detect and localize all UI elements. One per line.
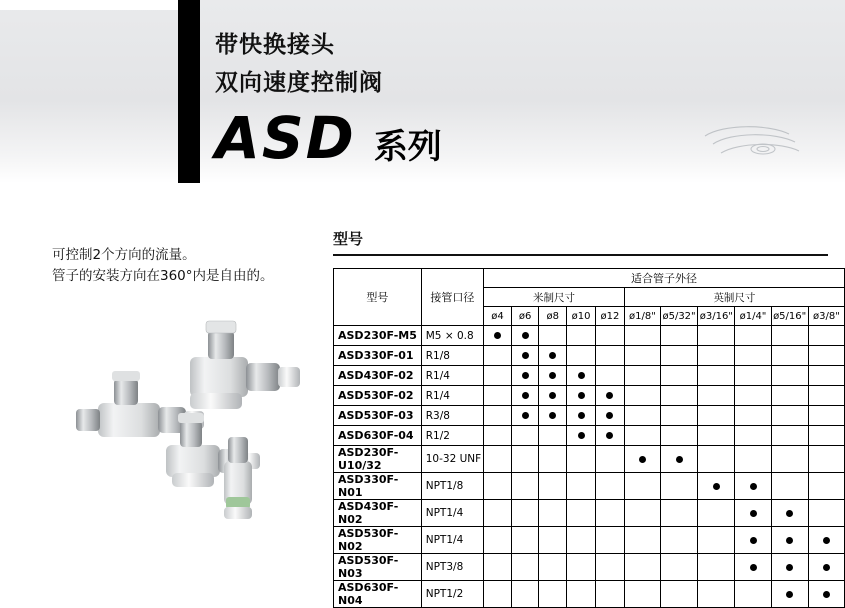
cell-metric-marked bbox=[484, 326, 512, 346]
cell-metric-empty bbox=[511, 446, 539, 473]
table-body bbox=[334, 326, 845, 608]
cell-inch-empty bbox=[735, 386, 771, 406]
cell-metric-marked bbox=[511, 406, 539, 426]
table-row bbox=[334, 346, 845, 366]
page-header bbox=[0, 0, 845, 183]
cell-port-size: R1/2 bbox=[421, 426, 483, 446]
cell-metric-marked bbox=[511, 366, 539, 386]
cell-inch-empty bbox=[660, 326, 697, 346]
cell-inch-empty bbox=[735, 446, 771, 473]
cell-model: ASD230F-U10/32 bbox=[334, 446, 422, 473]
availability-dot bbox=[750, 564, 757, 571]
cell-inch-empty bbox=[808, 346, 844, 366]
cell-metric-empty bbox=[484, 581, 512, 608]
valve-unit-1 bbox=[190, 321, 300, 409]
cell-metric-empty bbox=[484, 473, 512, 500]
left-note bbox=[52, 245, 322, 287]
cell-inch-marked bbox=[698, 473, 735, 500]
cell-inch-empty bbox=[735, 346, 771, 366]
cell-inch-empty bbox=[698, 500, 735, 527]
cell-metric-empty bbox=[596, 500, 625, 527]
cell-inch-marked bbox=[808, 554, 844, 581]
cell-model: ASD530F-02 bbox=[334, 386, 422, 406]
table-row bbox=[334, 386, 845, 406]
cell-metric-empty bbox=[484, 386, 512, 406]
cell-metric-empty bbox=[596, 527, 625, 554]
cell-inch-empty bbox=[735, 581, 771, 608]
cell-metric-empty bbox=[567, 581, 596, 608]
availability-dot bbox=[786, 510, 793, 517]
cell-inch-empty bbox=[771, 473, 808, 500]
header-black-bar bbox=[178, 0, 200, 183]
cell-metric-empty bbox=[596, 326, 625, 346]
availability-dot bbox=[823, 537, 830, 544]
availability-dot bbox=[713, 483, 720, 490]
table-head bbox=[334, 269, 845, 326]
cell-port-size: 10-32 UNF bbox=[421, 446, 483, 473]
section-rule bbox=[333, 254, 828, 256]
cell-model: ASD430F-N02 bbox=[334, 500, 422, 527]
cell-inch-marked bbox=[771, 554, 808, 581]
cell-inch-empty bbox=[660, 554, 697, 581]
cell-metric-marked bbox=[539, 366, 567, 386]
cell-port-size: M5 × 0.8 bbox=[421, 326, 483, 346]
cell-inch-empty bbox=[735, 426, 771, 446]
cell-inch-empty bbox=[808, 326, 844, 346]
cell-inch-empty bbox=[660, 527, 697, 554]
availability-dot bbox=[786, 564, 793, 571]
availability-dot bbox=[522, 392, 529, 399]
header-size-m2: ø8 bbox=[539, 307, 567, 326]
cell-port-size: R1/4 bbox=[421, 366, 483, 386]
cell-inch-empty bbox=[808, 473, 844, 500]
cell-inch-empty bbox=[808, 406, 844, 426]
cell-metric-empty bbox=[484, 426, 512, 446]
cell-inch-marked bbox=[808, 527, 844, 554]
cell-inch-marked bbox=[808, 581, 844, 608]
cell-inch-empty bbox=[624, 346, 660, 366]
cell-inch-empty bbox=[660, 366, 697, 386]
cell-inch-empty bbox=[771, 406, 808, 426]
cell-metric-empty bbox=[484, 406, 512, 426]
table-row bbox=[334, 581, 845, 608]
cell-inch-empty bbox=[660, 406, 697, 426]
cell-inch-empty bbox=[624, 500, 660, 527]
cell-inch-empty bbox=[771, 346, 808, 366]
cell-metric-empty bbox=[567, 554, 596, 581]
cell-port-size: NPT1/4 bbox=[421, 527, 483, 554]
left-note-line-1: 可控制2个方向的流量。 bbox=[52, 247, 196, 263]
availability-dot bbox=[578, 432, 585, 439]
header-port: 接管口径 bbox=[421, 269, 483, 326]
availability-dot bbox=[522, 332, 529, 339]
cell-metric-marked bbox=[567, 406, 596, 426]
cell-inch-marked bbox=[735, 554, 771, 581]
header-size-i3: ø1/4" bbox=[735, 307, 771, 326]
availability-dot bbox=[823, 564, 830, 571]
cell-model: ASD630F-04 bbox=[334, 426, 422, 446]
cell-model: ASD530F-N02 bbox=[334, 527, 422, 554]
cell-metric-marked bbox=[539, 406, 567, 426]
cell-inch-empty bbox=[808, 366, 844, 386]
cell-inch-empty bbox=[660, 581, 697, 608]
cell-metric-marked bbox=[511, 346, 539, 366]
availability-dot bbox=[823, 591, 830, 598]
cell-inch-marked bbox=[771, 581, 808, 608]
cell-metric-empty bbox=[567, 346, 596, 366]
cell-metric-empty bbox=[567, 326, 596, 346]
cell-model: ASD230F-M5 bbox=[334, 326, 422, 346]
cell-metric-empty bbox=[484, 500, 512, 527]
header-size-i2: ø3/16" bbox=[698, 307, 735, 326]
cell-inch-empty bbox=[735, 406, 771, 426]
cell-port-size: R1/4 bbox=[421, 386, 483, 406]
cell-inch-empty bbox=[735, 326, 771, 346]
cell-inch-empty bbox=[698, 426, 735, 446]
series-label: 系列 bbox=[373, 127, 442, 167]
cell-metric-empty bbox=[596, 581, 625, 608]
header-size-m3: ø10 bbox=[567, 307, 596, 326]
cell-inch-empty bbox=[698, 527, 735, 554]
table-row bbox=[334, 527, 845, 554]
cell-inch-empty bbox=[698, 446, 735, 473]
availability-dot bbox=[578, 372, 585, 379]
cell-inch-empty bbox=[624, 386, 660, 406]
table-row bbox=[334, 326, 845, 346]
cell-metric-empty bbox=[539, 446, 567, 473]
header-metric: 米制尺寸 bbox=[484, 288, 625, 307]
cell-metric-empty bbox=[539, 554, 567, 581]
cell-inch-empty bbox=[624, 366, 660, 386]
cell-metric-empty bbox=[484, 527, 512, 554]
table-row bbox=[334, 406, 845, 426]
table-header-row-1 bbox=[334, 269, 845, 288]
cell-inch-empty bbox=[698, 386, 735, 406]
cell-metric-empty bbox=[539, 581, 567, 608]
valve-unit-4 bbox=[224, 437, 252, 519]
section-header bbox=[333, 228, 828, 256]
availability-dot bbox=[606, 432, 613, 439]
cell-model: ASD530F-03 bbox=[334, 406, 422, 426]
cell-metric-empty bbox=[596, 554, 625, 581]
cell-inch-empty bbox=[808, 446, 844, 473]
cell-metric-empty bbox=[596, 346, 625, 366]
cell-metric-marked bbox=[567, 386, 596, 406]
section-title: 型号 bbox=[333, 230, 364, 248]
cell-metric-empty bbox=[484, 366, 512, 386]
cell-inch-empty bbox=[698, 346, 735, 366]
cell-inch-empty bbox=[808, 500, 844, 527]
cell-model: ASD430F-02 bbox=[334, 366, 422, 386]
availability-dot bbox=[549, 392, 556, 399]
cell-inch-empty bbox=[624, 473, 660, 500]
header-size-i4: ø5/16" bbox=[771, 307, 808, 326]
availability-dot bbox=[522, 372, 529, 379]
availability-dot bbox=[676, 456, 683, 463]
header-size-i0: ø1/8" bbox=[624, 307, 660, 326]
cell-port-size: NPT1/8 bbox=[421, 473, 483, 500]
cell-metric-marked bbox=[596, 426, 625, 446]
header-size-m0: ø4 bbox=[484, 307, 512, 326]
cell-inch-empty bbox=[698, 366, 735, 386]
header-model: 型号 bbox=[334, 269, 422, 326]
cell-metric-empty bbox=[484, 346, 512, 366]
table-row bbox=[334, 554, 845, 581]
cell-inch-marked bbox=[771, 500, 808, 527]
cell-metric-empty bbox=[484, 554, 512, 581]
product-code: ASD bbox=[215, 104, 356, 172]
cell-inch-marked bbox=[735, 527, 771, 554]
availability-dot bbox=[522, 352, 529, 359]
header-size-i5: ø3/8" bbox=[808, 307, 844, 326]
cell-inch-empty bbox=[660, 473, 697, 500]
cell-port-size: NPT1/2 bbox=[421, 581, 483, 608]
availability-dot bbox=[549, 412, 556, 419]
cell-metric-empty bbox=[484, 446, 512, 473]
cell-port-size: NPT3/8 bbox=[421, 554, 483, 581]
cell-inch-empty bbox=[660, 386, 697, 406]
table-row bbox=[334, 426, 845, 446]
cell-model: ASD530F-N03 bbox=[334, 554, 422, 581]
cell-inch-empty bbox=[771, 386, 808, 406]
cell-inch-empty bbox=[771, 426, 808, 446]
cell-metric-empty bbox=[567, 473, 596, 500]
availability-dot bbox=[494, 332, 501, 339]
cell-metric-marked bbox=[511, 386, 539, 406]
availability-dot bbox=[549, 352, 556, 359]
cell-metric-marked bbox=[596, 386, 625, 406]
cell-inch-empty bbox=[624, 426, 660, 446]
availability-dot bbox=[750, 510, 757, 517]
availability-dot bbox=[750, 537, 757, 544]
cell-inch-empty bbox=[624, 554, 660, 581]
cell-metric-empty bbox=[596, 473, 625, 500]
cell-metric-empty bbox=[567, 500, 596, 527]
availability-dot bbox=[639, 456, 646, 463]
product-photo bbox=[40, 295, 330, 535]
availability-dot bbox=[786, 537, 793, 544]
cell-inch-empty bbox=[660, 500, 697, 527]
cell-inch-empty bbox=[808, 426, 844, 446]
cell-metric-empty bbox=[596, 366, 625, 386]
cell-model: ASD630F-N04 bbox=[334, 581, 422, 608]
cell-metric-empty bbox=[567, 446, 596, 473]
header-size-m1: ø6 bbox=[511, 307, 539, 326]
cell-inch-empty bbox=[698, 554, 735, 581]
availability-dot bbox=[786, 591, 793, 598]
cell-inch-empty bbox=[660, 346, 697, 366]
header-size-i1: ø5/32" bbox=[660, 307, 697, 326]
cell-metric-empty bbox=[539, 326, 567, 346]
header-white-strip bbox=[0, 0, 178, 10]
availability-dot bbox=[606, 392, 613, 399]
swoosh-icon bbox=[697, 122, 807, 172]
cell-model: ASD330F-01 bbox=[334, 346, 422, 366]
cell-inch-empty bbox=[771, 366, 808, 386]
cell-metric-empty bbox=[596, 446, 625, 473]
table-row bbox=[334, 446, 845, 473]
cell-metric-marked bbox=[567, 426, 596, 446]
table-row bbox=[334, 366, 845, 386]
cell-inch-empty bbox=[698, 326, 735, 346]
cell-inch-marked bbox=[735, 473, 771, 500]
left-note-line-2: 管子的安装方向在360°内是自由的。 bbox=[52, 268, 274, 284]
availability-dot bbox=[606, 412, 613, 419]
cell-inch-empty bbox=[698, 406, 735, 426]
cell-metric-empty bbox=[539, 426, 567, 446]
cell-metric-marked bbox=[596, 406, 625, 426]
cell-inch-empty bbox=[771, 326, 808, 346]
cell-model: ASD330F-N01 bbox=[334, 473, 422, 500]
cell-port-size: NPT1/4 bbox=[421, 500, 483, 527]
cell-metric-marked bbox=[539, 386, 567, 406]
cell-inch-empty bbox=[624, 406, 660, 426]
cell-metric-empty bbox=[511, 581, 539, 608]
cell-metric-empty bbox=[511, 473, 539, 500]
cell-metric-empty bbox=[511, 426, 539, 446]
cell-inch-marked bbox=[660, 446, 697, 473]
cell-inch-empty bbox=[624, 326, 660, 346]
cell-inch-empty bbox=[735, 366, 771, 386]
table-row bbox=[334, 473, 845, 500]
cell-inch-marked bbox=[771, 527, 808, 554]
cell-metric-empty bbox=[511, 500, 539, 527]
cell-port-size: R1/8 bbox=[421, 346, 483, 366]
availability-dot bbox=[522, 412, 529, 419]
header-tube-od: 适合管子外径 bbox=[484, 269, 845, 288]
cell-metric-empty bbox=[567, 527, 596, 554]
availability-dot bbox=[578, 392, 585, 399]
cell-metric-empty bbox=[539, 527, 567, 554]
header-subtitle-2: 双向速度控制阀 bbox=[215, 70, 383, 96]
cell-inch-empty bbox=[624, 581, 660, 608]
cell-inch-marked bbox=[624, 446, 660, 473]
cell-inch-empty bbox=[660, 426, 697, 446]
cell-metric-empty bbox=[539, 473, 567, 500]
cell-inch-marked bbox=[735, 500, 771, 527]
availability-dot bbox=[549, 372, 556, 379]
cell-port-size: R3/8 bbox=[421, 406, 483, 426]
cell-inch-empty bbox=[698, 581, 735, 608]
cell-metric-empty bbox=[539, 500, 567, 527]
cell-metric-empty bbox=[511, 527, 539, 554]
table-row bbox=[334, 500, 845, 527]
availability-dot bbox=[750, 483, 757, 490]
cell-metric-marked bbox=[567, 366, 596, 386]
cell-inch-empty bbox=[771, 446, 808, 473]
header-size-m4: ø12 bbox=[596, 307, 625, 326]
cell-metric-marked bbox=[511, 326, 539, 346]
header-subtitle-1: 带快换接头 bbox=[215, 32, 335, 58]
cell-metric-marked bbox=[539, 346, 567, 366]
header-inch: 英制尺寸 bbox=[624, 288, 844, 307]
cell-inch-empty bbox=[624, 527, 660, 554]
cell-inch-empty bbox=[808, 386, 844, 406]
cell-metric-empty bbox=[511, 554, 539, 581]
model-table bbox=[333, 268, 845, 608]
availability-dot bbox=[578, 412, 585, 419]
